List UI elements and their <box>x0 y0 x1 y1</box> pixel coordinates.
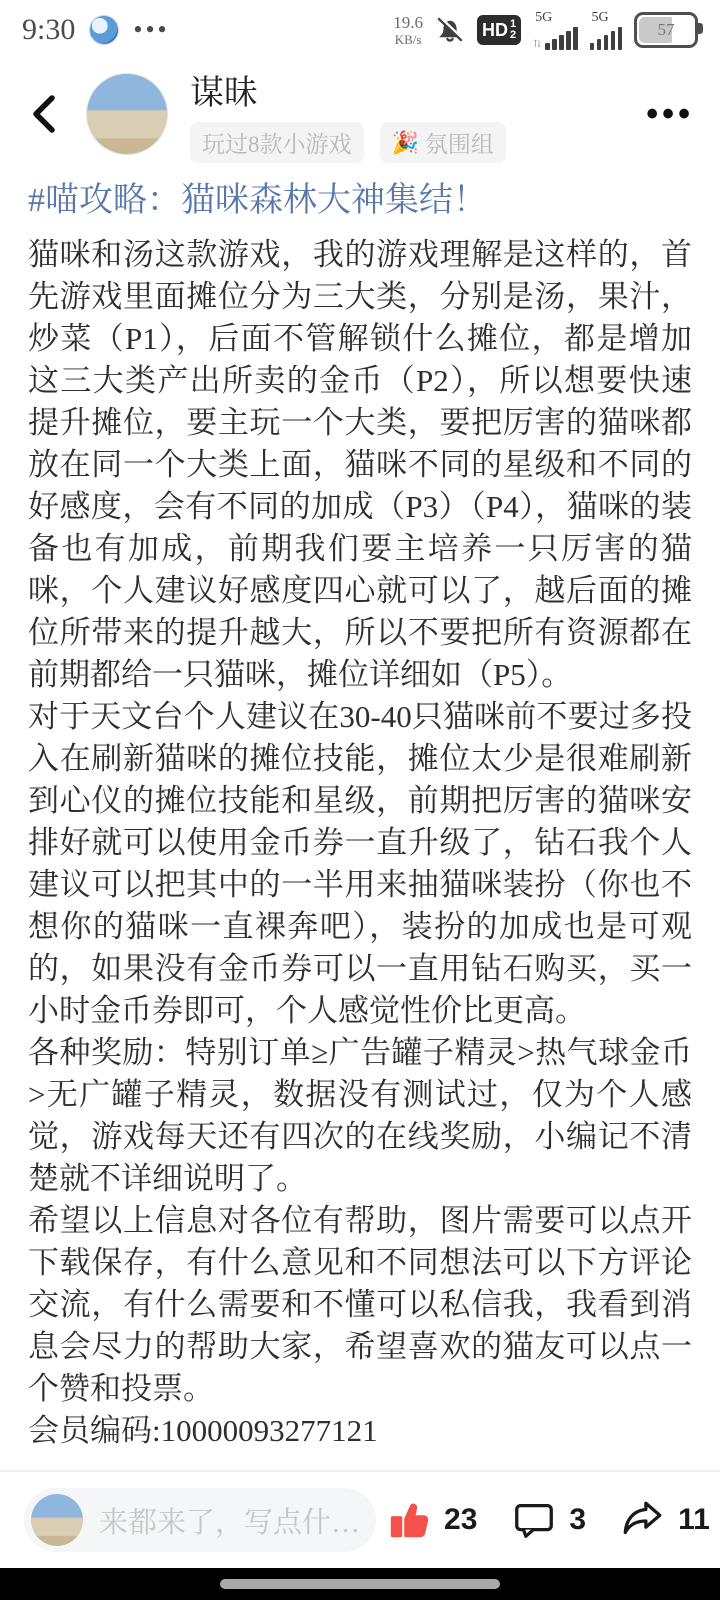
author-avatar[interactable] <box>86 73 168 155</box>
share-arrow-icon <box>620 1497 666 1543</box>
mute-bell-icon <box>435 15 465 45</box>
member-code: 会员编码:10000093277121 <box>28 1413 378 1448</box>
status-bar: 9:30 ••• 19.6 KB/s HD 1 2 5G ⇅ 5G 57 <box>0 0 720 60</box>
status-time: 9:30 <box>22 13 76 46</box>
like-count: 23 <box>444 1503 478 1536</box>
badge-games-played: 玩过8款小游戏 <box>190 122 364 163</box>
thumbs-up-icon <box>386 1497 432 1543</box>
party-popper-icon: 🎉 <box>391 129 419 155</box>
post-paragraph: 猫咪和汤这款游戏，我的游戏理解是这样的，首先游戏里面摊位分为三大类，分别是汤，果汁，炒菜（P1），后面不管解锁什么摊位，都是增加这三大类产出所卖的金币（P2），所以想要快速提升摊位，要主玩一个大类，要把厉害的猫咪都放在同一个大类上面，猫咪不同的星级和不同的好感度，会有不同的加成（P3）（P4），猫咪的装备也有加成，前期我们要主培养一只厉害的猫咪，个人建议好感度四心就可以了，越后面的摊位所带来的提升越大，所以不要把所有资源都在前期都给一只猫咪，摊位详细如（P5）。 <box>28 237 692 692</box>
back-button[interactable] <box>26 84 70 144</box>
badge-group: 🎉 氛围组 <box>380 122 506 163</box>
comment-input[interactable] <box>24 1488 376 1552</box>
comment-button[interactable] <box>511 1497 586 1543</box>
post-body <box>28 234 692 1452</box>
back-chevron-icon <box>26 92 62 136</box>
post-paragraph: 各种奖励：特别订单≥广告罐子精灵>热气球金币>无广罐子精灵，数据没有测试过，仅为个人感觉，游戏每天还有四次的在线奖励，小编记不清楚就不详细说明了。 <box>28 1035 692 1196</box>
battery-icon: 57 <box>634 12 698 48</box>
author-username[interactable]: 谋昧 <box>190 75 258 112</box>
post-header: 谋昧 玩过8款小游戏 🎉 氛围组 ••• <box>0 60 720 168</box>
like-button[interactable] <box>386 1497 477 1543</box>
sim1-signal-icon: 5G ⇅ <box>533 11 577 50</box>
comment-count: 3 <box>569 1503 587 1536</box>
sim2-signal-icon: 5G <box>590 11 623 50</box>
post-content <box>0 176 720 1470</box>
my-avatar <box>31 1494 83 1546</box>
share-count: 11 <box>678 1503 710 1536</box>
comment-placeholder: 来都来了，写点什… <box>99 1506 361 1539</box>
home-indicator[interactable] <box>220 1579 500 1589</box>
volte-hd-icon: HD 1 2 <box>477 15 521 45</box>
post-topic-title[interactable]: #喵攻略：猫咪森林大神集结！ <box>28 182 487 219</box>
bottom-action-bar <box>0 1470 720 1568</box>
post-paragraph: 希望以上信息对各位有帮助，图片需要可以点开下载保存，有什么意见和不同想法可以下方评论交流，有什么需要和不懂可以私信我，我看到消息会尽力的帮助大家，希望喜欢的猫友可以点一个赞和投票。 <box>28 1203 692 1406</box>
comment-bubble-icon <box>511 1497 557 1543</box>
notification-app-icon <box>89 15 119 45</box>
network-speed: 19.6 KB/s <box>393 13 423 47</box>
share-button[interactable] <box>620 1497 710 1543</box>
post-paragraph: 对于天文台个人建议在30-40只猫咪前不要过多投入在刷新猫咪的摊位技能，摊位太少是很难刷新到心仪的摊位技能和星级，前期把厉害的猫咪安排好就可以使用金币券一直升级了，钻石我个人建议可以把其中的一半用来抽猫咪装扮（你也不想你的猫咪一直裸奔吧），装扮的加成也是可观的，如果没有金币券可以一直用钻石购买，买一小时金币券即可，个人感觉性价比更高。 <box>28 699 692 1028</box>
gesture-nav-bar <box>0 1568 720 1600</box>
